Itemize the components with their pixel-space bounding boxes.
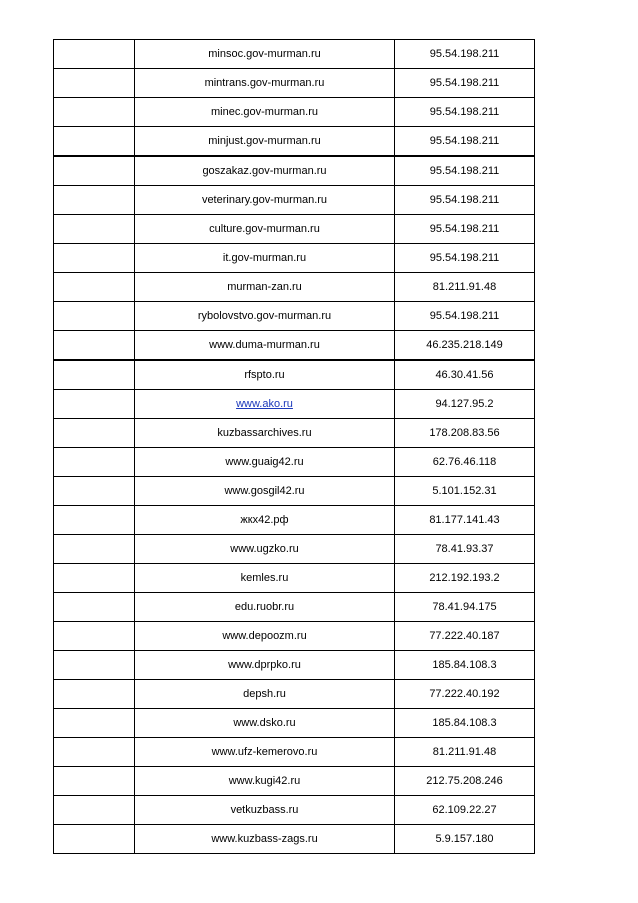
ip-cell: 185.84.108.3 (395, 651, 535, 680)
ip-cell: 95.54.198.211 (395, 215, 535, 244)
domain-cell: it.gov-murman.ru (135, 244, 395, 273)
ip-cell: 77.222.40.192 (395, 680, 535, 709)
table-row (54, 825, 535, 854)
ip-cell: 46.235.218.149 (395, 331, 535, 361)
table-row (54, 564, 535, 593)
empty-cell (54, 419, 135, 448)
table-row (54, 767, 535, 796)
empty-cell (54, 448, 135, 477)
table-row (54, 360, 535, 390)
table-row (54, 622, 535, 651)
domain-cell: edu.ruobr.ru (135, 593, 395, 622)
domain-cell: www.duma-murman.ru (135, 331, 395, 361)
domain-cell: www.kuzbass-zags.ru (135, 825, 395, 854)
ip-cell: 95.54.198.211 (395, 156, 535, 186)
ip-cell: 95.54.198.211 (395, 40, 535, 69)
table-row (54, 273, 535, 302)
table-row (54, 98, 535, 127)
table-row (54, 244, 535, 273)
table-row (54, 127, 535, 157)
ip-cell: 62.76.46.118 (395, 448, 535, 477)
domain-ip-table-region (53, 48, 534, 845)
domain-cell: goszakaz.gov-murman.ru (135, 156, 395, 186)
empty-cell (54, 215, 135, 244)
ip-cell: 178.208.83.56 (395, 419, 535, 448)
table-row (54, 506, 535, 535)
table-row (54, 215, 535, 244)
ip-cell: 95.54.198.211 (395, 302, 535, 331)
domain-cell: www.dprpko.ru (135, 651, 395, 680)
table-body (54, 40, 535, 854)
table-row (54, 186, 535, 215)
table-row (54, 796, 535, 825)
empty-cell (54, 69, 135, 98)
domain-cell: vetkuzbass.ru (135, 796, 395, 825)
empty-cell (54, 622, 135, 651)
empty-cell (54, 680, 135, 709)
table-row (54, 390, 535, 419)
ip-cell: 77.222.40.187 (395, 622, 535, 651)
domain-cell: www.kugi42.ru (135, 767, 395, 796)
empty-cell (54, 825, 135, 854)
domain-cell: www.ufz-kemerovo.ru (135, 738, 395, 767)
domain-cell: murman-zan.ru (135, 273, 395, 302)
empty-cell (54, 593, 135, 622)
table-row (54, 419, 535, 448)
domain-cell: жкх42.рф (135, 506, 395, 535)
ip-cell: 95.54.198.211 (395, 69, 535, 98)
table-row (54, 40, 535, 69)
domain-cell: kuzbassarchives.ru (135, 419, 395, 448)
table-row (54, 593, 535, 622)
table-row (54, 302, 535, 331)
ip-cell: 5.101.152.31 (395, 477, 535, 506)
ip-cell: 185.84.108.3 (395, 709, 535, 738)
ip-cell: 46.30.41.56 (395, 360, 535, 390)
table-row (54, 477, 535, 506)
ip-cell: 78.41.94.175 (395, 593, 535, 622)
domain-cell: minjust.gov-murman.ru (135, 127, 395, 157)
domain-cell: www.gosgil42.ru (135, 477, 395, 506)
table-row (54, 448, 535, 477)
empty-cell (54, 796, 135, 825)
empty-cell (54, 390, 135, 419)
domain-cell: www.ugzko.ru (135, 535, 395, 564)
table-row (54, 680, 535, 709)
table-row (54, 331, 535, 361)
ip-cell: 78.41.93.37 (395, 535, 535, 564)
empty-cell (54, 156, 135, 186)
empty-cell (54, 273, 135, 302)
domain-cell: www.depoozm.ru (135, 622, 395, 651)
ip-cell: 95.54.198.211 (395, 127, 535, 157)
domain-cell: minec.gov-murman.ru (135, 98, 395, 127)
domain-cell (135, 390, 395, 419)
table-row (54, 738, 535, 767)
empty-cell (54, 477, 135, 506)
table-row (54, 156, 535, 186)
ip-cell: 81.211.91.48 (395, 273, 535, 302)
empty-cell (54, 302, 135, 331)
ip-cell: 95.54.198.211 (395, 244, 535, 273)
empty-cell (54, 709, 135, 738)
empty-cell (54, 767, 135, 796)
empty-cell (54, 738, 135, 767)
domain-cell: depsh.ru (135, 680, 395, 709)
ip-cell: 95.54.198.211 (395, 186, 535, 215)
empty-cell (54, 98, 135, 127)
empty-cell (54, 360, 135, 390)
domain-cell: rfspto.ru (135, 360, 395, 390)
ip-cell: 62.109.22.27 (395, 796, 535, 825)
ip-cell: 212.75.208.246 (395, 767, 535, 796)
ip-cell: 5.9.157.180 (395, 825, 535, 854)
domain-cell: rybolovstvo.gov-murman.ru (135, 302, 395, 331)
table-row (54, 709, 535, 738)
empty-cell (54, 535, 135, 564)
ip-cell: 81.177.141.43 (395, 506, 535, 535)
domain-cell: www.guaig42.ru (135, 448, 395, 477)
table-row (54, 69, 535, 98)
ip-cell: 81.211.91.48 (395, 738, 535, 767)
empty-cell (54, 186, 135, 215)
empty-cell (54, 506, 135, 535)
domain-cell: www.dsko.ru (135, 709, 395, 738)
empty-cell (54, 244, 135, 273)
table-row (54, 535, 535, 564)
ip-cell: 95.54.198.211 (395, 98, 535, 127)
domain-ip-table (53, 39, 535, 854)
domain-cell: minsoc.gov-murman.ru (135, 40, 395, 69)
domain-cell: veterinary.gov-murman.ru (135, 186, 395, 215)
domain-cell: culture.gov-murman.ru (135, 215, 395, 244)
table-row (54, 651, 535, 680)
domain-cell: mintrans.gov-murman.ru (135, 69, 395, 98)
empty-cell (54, 127, 135, 157)
empty-cell (54, 331, 135, 361)
empty-cell (54, 564, 135, 593)
empty-cell (54, 40, 135, 69)
ip-cell: 212.192.193.2 (395, 564, 535, 593)
domain-link[interactable]: www.ako.ru (236, 398, 293, 410)
empty-cell (54, 651, 135, 680)
ip-cell: 94.127.95.2 (395, 390, 535, 419)
domain-cell: kemles.ru (135, 564, 395, 593)
